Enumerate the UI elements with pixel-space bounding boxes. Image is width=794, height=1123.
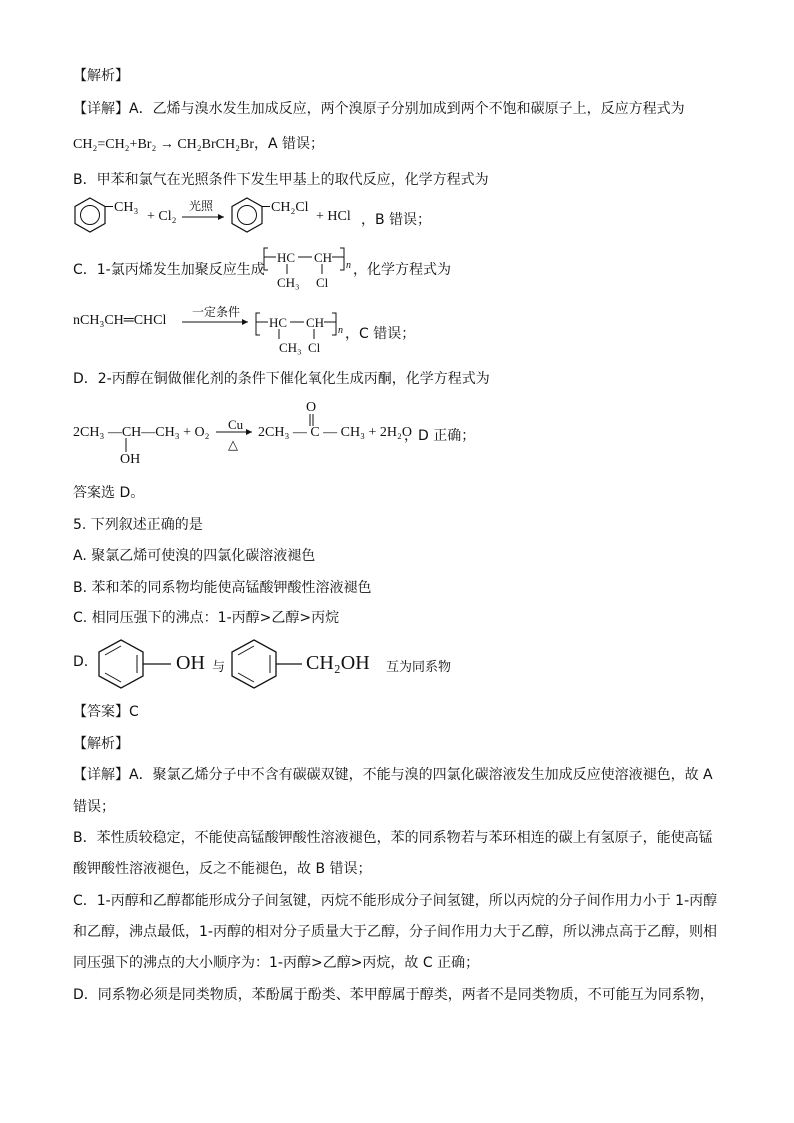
eq-b-plus2: + HCl [316, 209, 351, 224]
explanation-d-1: D．同系物必须是同类物质，苯酚属于酚类、苯甲醇属于醇类，两者不是同类物质，不可能互为同系物， [73, 987, 714, 1003]
polymer-cl: Cl [316, 275, 329, 290]
polymer-ch: CH [314, 250, 333, 265]
eq-a-arrow: → [159, 137, 174, 152]
question-5: 5. 下列叙述正确的是 [73, 517, 203, 533]
eq-c-cl: Cl [308, 340, 321, 355]
detail-d: D．2-丙醇在铜做催化剂的条件下催化氧化生成丙酮，化学方程式为 [73, 371, 490, 387]
eq-c-ch3: CH₃ [279, 340, 302, 355]
eq-c-condition: 一定条件 [192, 305, 241, 319]
eq-b-plus1: + Cl₂ [147, 209, 177, 224]
equation-a [73, 134, 324, 155]
eq-d-catalyst: Cu [228, 417, 244, 432]
reaction-arrow-icon [182, 213, 228, 221]
eq-d-oxygen: O [306, 400, 317, 415]
detail-c-post: ，化学方程式为 [353, 262, 451, 278]
explanation-b-1: B．苯性质较稳定，不能使高锰酸钾酸性溶液褪色，苯的同系物若与苯环相连的碳上有氢原子，能使高锰 [73, 830, 713, 846]
detail-b: B．甲苯和氯气在光照条件下发生甲基上的取代反应，化学方程式为 [73, 172, 489, 188]
option-b: B. 苯和苯的同系物均能使高锰酸钾酸性溶液褪色 [73, 580, 372, 596]
reaction-arrow-icon [216, 428, 256, 436]
reaction-arrow-icon [182, 318, 254, 326]
eq-a-tail: ，A 错误； [254, 136, 325, 152]
eq-d-rhs: 2CH₃ — C — CH₃ + 2H₂O [258, 425, 412, 440]
eq-b-sub2: CH₂Cl [271, 200, 309, 215]
polymer-n: n [346, 260, 351, 271]
eq-d-tail: ，D 正确； [404, 428, 476, 444]
eq-d-lhs: 2CH₃ —CH—CH₃ + O₂ [73, 425, 210, 440]
section-label: 【解析】 [73, 736, 129, 752]
answer-prev: 答案选 D。 [73, 485, 145, 501]
answer: 【答案】C [73, 704, 139, 720]
explanation-c-1: C．1-丙醇和乙醇都能形成分子间氢键，丙烷不能形成分子间氢键，所以丙烷的分子间作用力小于 1-丙醇 [73, 893, 718, 909]
option-d-ch2oh: CH₂OH [306, 652, 370, 674]
detail-c-pre: C．1-氯丙烯发生加聚反应生成 [73, 262, 265, 278]
eq-b-tail: ，B 错误； [361, 212, 432, 228]
option-d-oh: OH [176, 652, 205, 674]
eq-a-lhs: CH₂=CH₂+Br₂ [73, 137, 157, 152]
explanation-c-2: 和乙醇，沸点最低，1-丙醇的相对分子质量大于乙醇，分子间作用力大于乙醇，所以沸点高于乙醇，则相 [73, 924, 717, 940]
option-d-label: D. [73, 654, 89, 670]
eq-b-sub1: CH₃ [114, 200, 139, 215]
explanation-a-2: 错误； [73, 799, 115, 815]
option-d-with: 与 [212, 660, 226, 675]
explanation-a-1: 【详解】A．聚氯乙烯分子中不含有碳碳双键，不能与溴的四氯化碳溶液发生加成反应使溶液褪色，故 A [73, 767, 713, 783]
polymer-hc: HC [277, 250, 296, 265]
explanation-c-3: 同压强下的沸点的大小顺序为：1-丙醇>乙醇>丙烷，故 C 正确； [73, 955, 480, 971]
explanation-b-2: 酸钾酸性溶液褪色，反之不能褪色，故 B 错误； [73, 861, 372, 877]
eq-b-condition: 光照 [189, 199, 214, 213]
detail-a: 【详解】A．乙烯与溴水发生加成反应，两个溴原子分别加成到两个不饱和碳原子上，反应方程式为 [73, 101, 685, 117]
eq-c-hc: HC [269, 315, 288, 330]
eq-c-tail: ，C 错误； [345, 326, 416, 342]
option-d-tail: 互为同系物 [386, 660, 452, 675]
eq-c-n: n [338, 325, 343, 336]
eq-c-reactant: nCH₃CH═CHCl [73, 313, 167, 328]
eq-d-heat: △ [228, 437, 238, 452]
option-a: A. 聚氯乙烯可使溴的四氯化碳溶液褪色 [73, 548, 316, 564]
eq-d-oh: OH [120, 452, 141, 467]
option-c: C. 相同压强下的沸点：1-丙醇>乙醇>丙烷 [73, 610, 340, 626]
eq-c-ch: CH [306, 315, 325, 330]
eq-a-rhs: CH₂BrCH₂Br [177, 137, 255, 152]
polymer-ch3: CH₃ [277, 275, 300, 290]
section-label: 【解析】 [73, 68, 129, 84]
